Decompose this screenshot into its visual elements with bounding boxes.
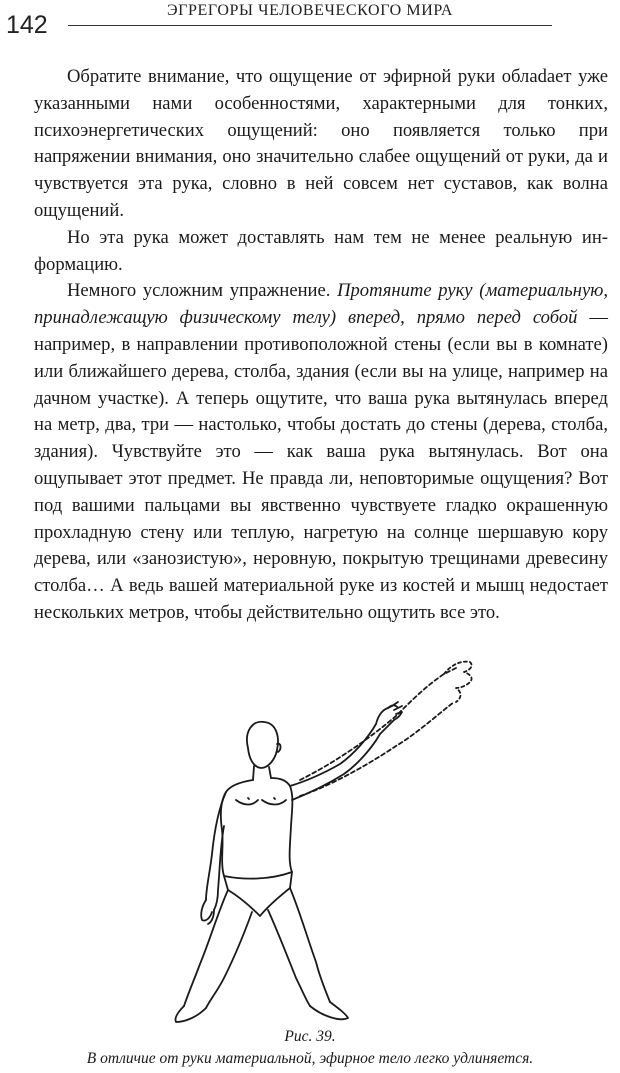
figure-torso bbox=[221, 778, 293, 876]
paragraph-3-intro: Немного усложним упражнение. bbox=[67, 280, 338, 302]
paragraph-2: Но эта рука может доставлять нам тем не менее реальную информацию. bbox=[34, 226, 608, 275]
figure-caption: В отличие от руки материальной, эфирное тело легко удлиняется. bbox=[86, 1050, 534, 1067]
figure-left-leg bbox=[184, 890, 252, 1008]
etheric-arm-illustration bbox=[140, 650, 480, 1030]
figure-label: Рис. 39. bbox=[284, 1028, 336, 1045]
figure-head bbox=[247, 722, 278, 768]
page-header bbox=[0, 0, 620, 44]
paragraph-3 bbox=[34, 278, 608, 626]
figure-39 bbox=[140, 650, 480, 1030]
running-title: ЭГРЕГОРЫ ЧЕЛОВЕЧЕСКОГО МИРА bbox=[166, 2, 454, 19]
figure-etheric-arm bbox=[300, 668, 456, 796]
figure-material-arm bbox=[290, 706, 394, 800]
figure-left-foot bbox=[175, 1006, 206, 1022]
header-rule bbox=[68, 25, 552, 26]
paragraph-3-rest: — например, в направлении противоположной стены (если вы в комнате) или ближайшего дерева, столба, здания (если вы на улице, например на дачном участке). А теперь ощутите, что ваша рука вытянулась вперед на метр, два, три — настолько, чтобы достать до стены (дерева, столба, здания). Чувствуйте это — как ваша рука вытянулась. Вот она ощупывает этот предмет. Не правда ли, неповторимые ощущения? Вот под вашими пальцами вы явственно чувствуете гладко окрашенную прохладную стену или теплую, нагретую на солнце шершавую кору дерева, или «занозистую», неровную, покрытую трещинами древесину столба… А ведь вашей материальной руке из костей и мышц недостает нескольких метров, чтобы действительно ощутить все это. bbox=[34, 307, 608, 623]
page-number: 142 bbox=[6, 11, 48, 39]
figure-left-hand bbox=[201, 900, 214, 924]
paragraph-3-italic: Протяните руку (материальную, принадлежащую физическому телу) вперед, прямо перед собой bbox=[34, 280, 608, 329]
paragraph-1: Обратите внимание, что ощущение от эфирной руки облаdает уже указанными нами особенностями, характерными для тонких, психоэнергетических ощущений: оно появляется только при напряжении внимания, оно значительно слабее ощущений от руки, да и чувствуется эта рука, словно в ней совсем нет суставов, как волна ощущений. bbox=[34, 66, 608, 221]
figure-chest bbox=[236, 798, 286, 805]
figure-right-leg bbox=[268, 888, 330, 1006]
figure-briefs bbox=[224, 872, 292, 916]
figure-etheric-hand bbox=[444, 662, 472, 702]
figure-right-foot bbox=[310, 1002, 348, 1019]
body-text bbox=[34, 64, 608, 627]
